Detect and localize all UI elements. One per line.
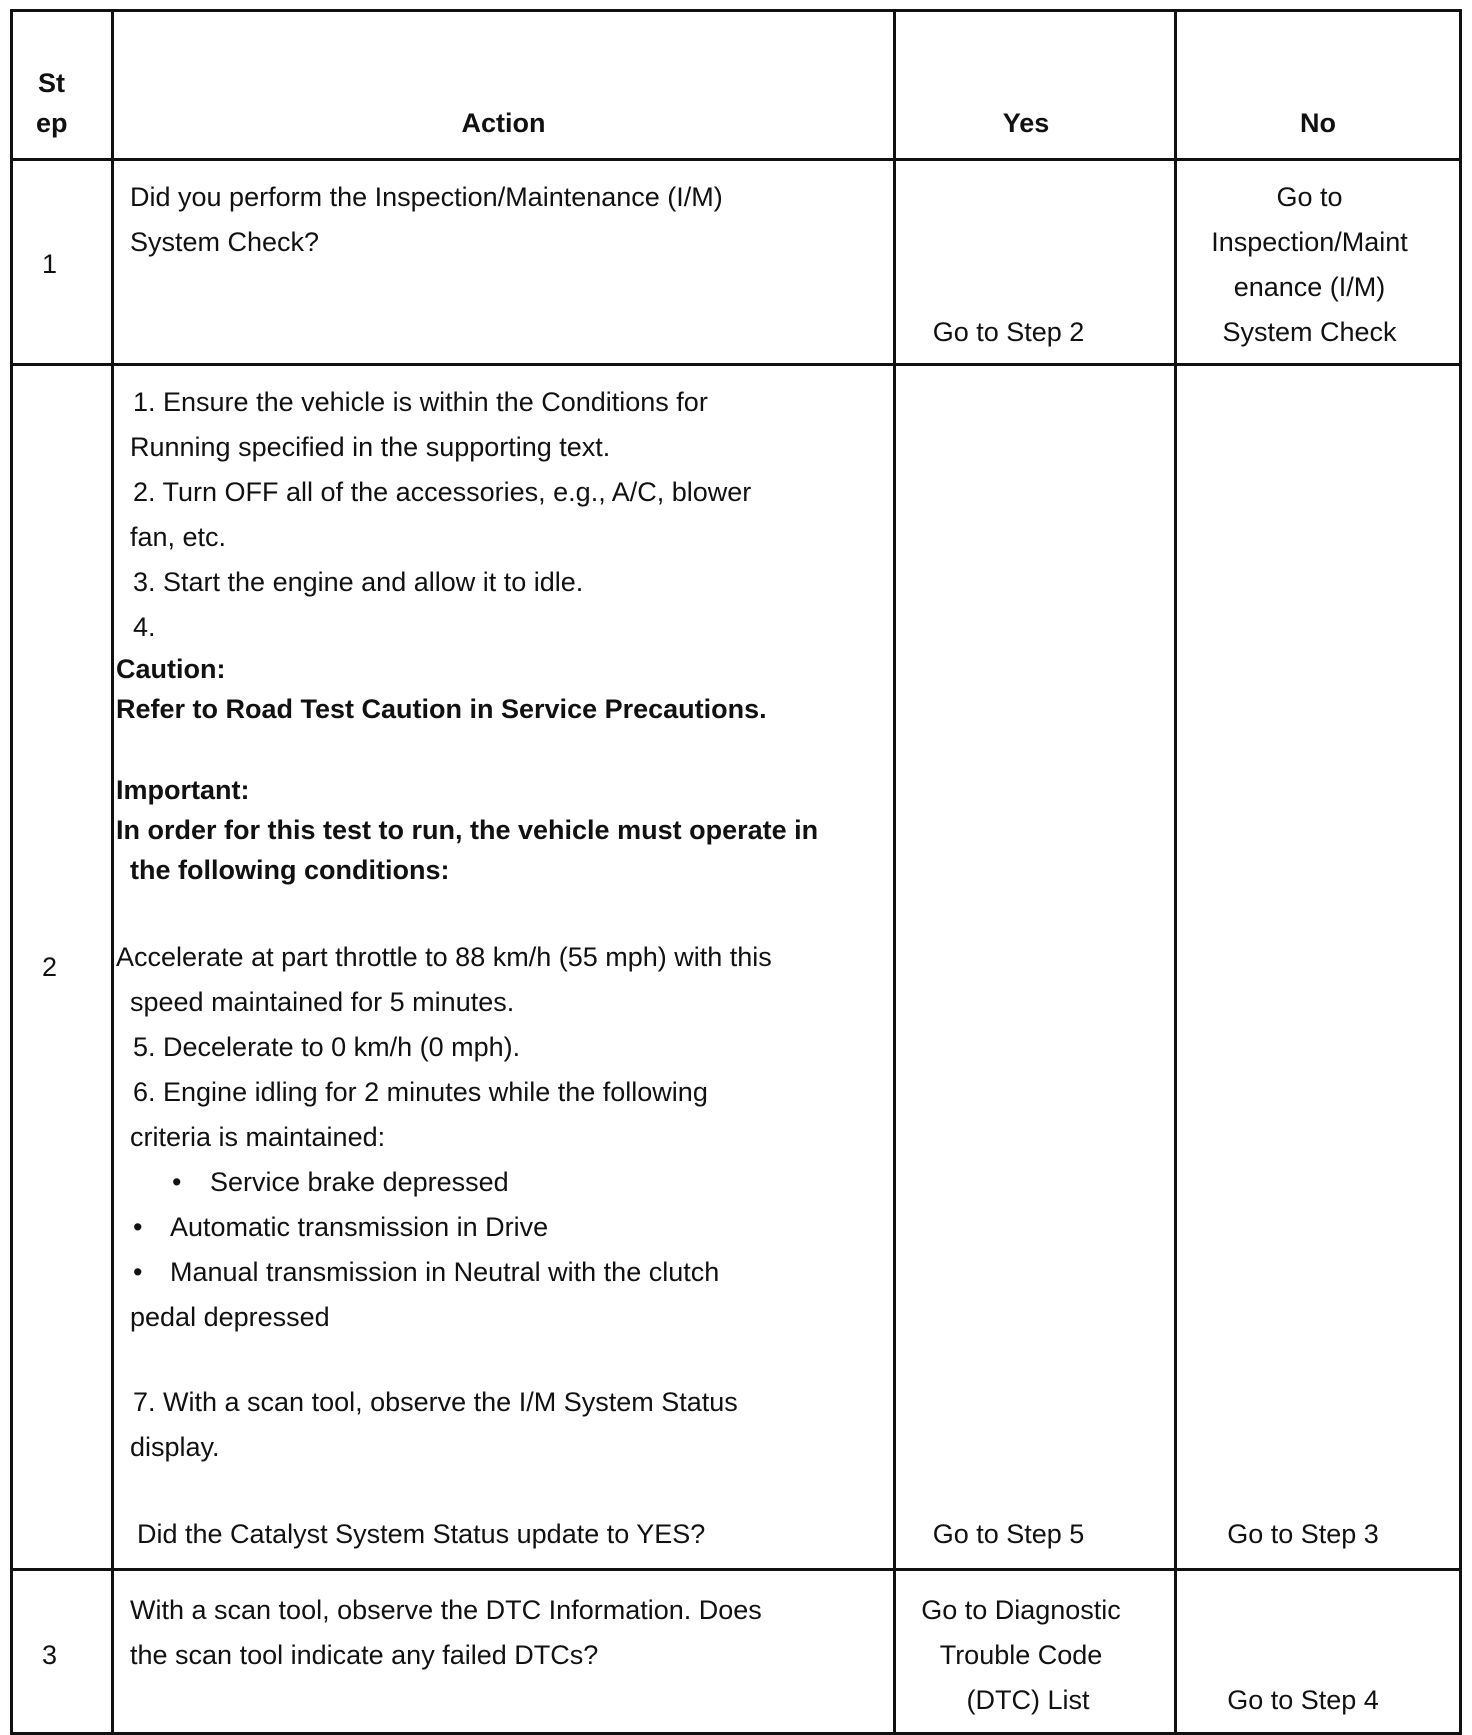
row-2-item-7-line-1: 7. With a scan tool, observe the I/M System Status	[133, 1387, 738, 1417]
bullet-glyph: •	[133, 1257, 143, 1287]
table-border-left	[10, 9, 13, 1735]
row-2-item-3: 3. Start the engine and allow it to idle.	[133, 567, 584, 597]
row-2-accelerate-line-2: speed maintained for 5 minutes.	[130, 987, 515, 1017]
row-3-action-line-1: With a scan tool, observe the DTC Information. Does	[130, 1595, 762, 1625]
row-3-yes-line-1: Go to Diagnostic	[921, 1595, 1121, 1625]
bullet-manual-transmission: Manual transmission in Neutral with the clutch	[170, 1257, 720, 1287]
header-action: Action	[461, 108, 546, 138]
row-2-item-1-line-1: 1. Ensure the vehicle is within the Conditions for	[133, 387, 708, 417]
table-border-right	[1459, 9, 1462, 1735]
caution-label: Caution:	[116, 654, 226, 684]
bullet-automatic-transmission: Automatic transmission in Drive	[170, 1212, 549, 1242]
row-2-accelerate-line-1: Accelerate at part throttle to 88 km/h (55 mph) with this	[116, 942, 772, 972]
col-divider-action	[893, 9, 896, 1735]
row-2-item-1-line-2: Running specified in the supporting text.	[130, 432, 611, 462]
row-1-no-line-1: Go to	[1276, 182, 1343, 212]
row-3-step: 3	[42, 1640, 58, 1670]
bullet-manual-transmission-cont: pedal depressed	[130, 1302, 330, 1332]
header-divider	[10, 158, 1462, 161]
row-2-step: 2	[42, 952, 58, 982]
row-1-action-line-2: System Check?	[130, 227, 320, 257]
row-2-item-2-line-2: fan, etc.	[130, 522, 227, 552]
header-step-line-1: St	[38, 68, 65, 98]
row-3-no: Go to Step 4	[1227, 1685, 1379, 1715]
row-2-item-6-line-1: 6. Engine idling for 2 minutes while the following	[133, 1077, 708, 1107]
row-3-action-line-2: the scan tool indicate any failed DTCs?	[130, 1640, 599, 1670]
row-2-question: Did the Catalyst System Status update to YES?	[137, 1519, 706, 1549]
row-3-yes-line-2: Trouble Code	[939, 1640, 1103, 1670]
row-2-no: Go to Step 3	[1227, 1519, 1379, 1549]
row-2-item-5: 5. Decelerate to 0 km/h (0 mph).	[133, 1032, 521, 1062]
row-2-item-7-line-2: display.	[130, 1432, 220, 1462]
row-2-item-6-line-2: criteria is maintained:	[130, 1122, 386, 1152]
row-2-item-4: 4.	[133, 612, 156, 642]
header-no: No	[1300, 108, 1336, 138]
row-2-item-2-line-1: 2. Turn OFF all of the accessories, e.g., A/C, blower	[133, 477, 752, 507]
row-1-no-line-2: Inspection/Maint	[1211, 227, 1408, 257]
bullet-glyph: •	[172, 1167, 182, 1197]
row-2-yes: Go to Step 5	[932, 1519, 1085, 1549]
header-yes: Yes	[1002, 108, 1050, 138]
bullet-glyph: •	[133, 1212, 143, 1242]
bullet-service-brake: Service brake depressed	[210, 1167, 509, 1197]
row-1-action-line-1: Did you perform the Inspection/Maintenance (I/M)	[130, 182, 723, 212]
row-1-no-line-3: enance (I/M)	[1233, 272, 1386, 302]
caution-text: Refer to Road Test Caution in Service Precautions.	[116, 694, 767, 724]
important-label: Important:	[116, 775, 250, 805]
row-divider-2	[10, 1568, 1462, 1571]
important-text-line-1: In order for this test to run, the vehicle must operate in	[116, 815, 819, 845]
col-divider-step	[111, 9, 114, 1735]
row-1-step: 1	[42, 249, 58, 279]
row-3-yes-line-3: (DTC) List	[966, 1685, 1090, 1715]
row-1-yes: Go to Step 2	[932, 317, 1085, 347]
row-1-no-line-4: System Check	[1222, 317, 1397, 347]
important-text-line-2: the following conditions:	[130, 855, 450, 885]
table-border-top	[10, 9, 1462, 12]
row-divider-1	[10, 363, 1462, 366]
header-step-line-2: ep	[36, 108, 68, 138]
